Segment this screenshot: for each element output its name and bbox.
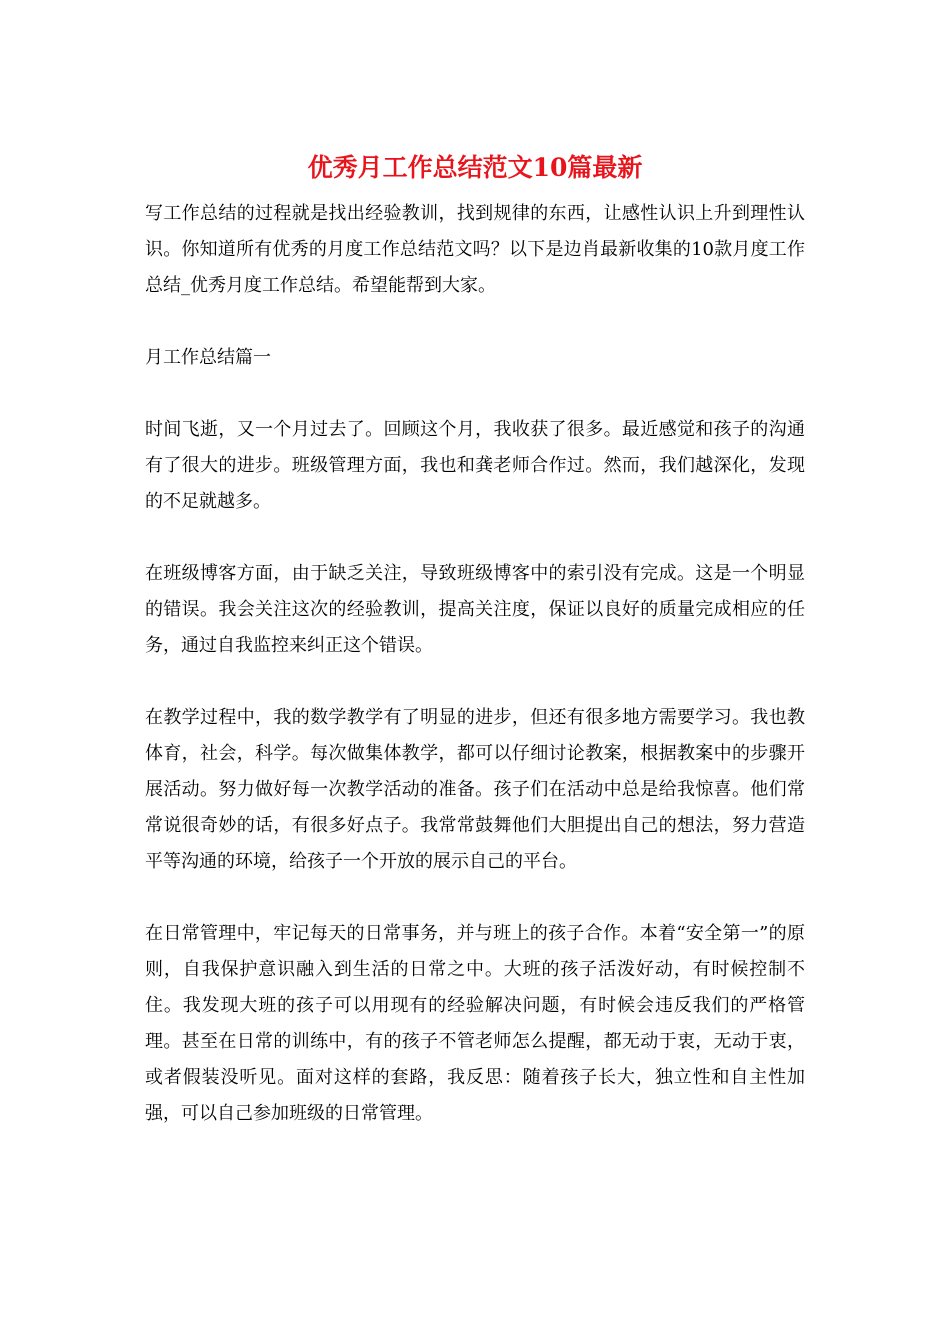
paragraph-intro: 写工作总结的过程就是找出经验教训，找到规律的东西，让感性认识上升到理性认识。你知道所有优秀的月度工作总结范文吗？以下是边肖最新收集的10款月度工作总结_优秀月度工作总结。希望能帮到大家。 [145, 203, 805, 296]
paragraph-gap [145, 304, 805, 340]
paragraph: 时间飞逝，又一个月过去了。回顾这个月，我收获了很多。最近感觉和孩子的沟通有了很大的进步。班级管理方面，我也和龚老师合作过。然而，我们越深化，发现的不足就越多。 [145, 419, 805, 512]
paragraph-gap [145, 520, 805, 556]
paragraph: 在教学过程中，我的数学教学有了明显的进步，但还有很多地方需要学习。我也教体育，社会，科学。每次做集体教学，都可以仔细讨论教案，根据教案中的步骤开展活动。努力做好每一次教学活动的准备。孩子们在活动中总是给我惊喜。他们常常说很奇妙的话，有很多好点子。我常常鼓舞他们大胆提出自己的想法，努力营造平等沟通的环境，给孩子一个开放的展示自己的平台。 [145, 707, 805, 872]
document-body [145, 196, 805, 1132]
section-heading: 月工作总结篇一 [145, 347, 271, 368]
document-title: 优秀月工作总结范文10篇最新 [307, 153, 643, 182]
paragraph: 在班级博客方面，由于缺乏关注，导致班级博客中的索引没有完成。这是一个明显的错误。我会关注这次的经验教训，提高关注度，保证以良好的质量完成相应的任务，通过自我监控来纠正这个错误。 [145, 563, 805, 656]
paragraph: 在日常管理中，牢记每天的日常事务，并与班上的孩子合作。本着“安全第一”的原则，自我保护意识融入到生活的日常之中。大班的孩子活泼好动，有时候控制不住。我发现大班的孩子可以用现有的经验解决问题，有时候会违反我们的严格管理。甚至在日常的训练中，有的孩子不管老师怎么提醒，都无动于衷，无动于衷，或者假装没听见。面对这样的套路，我反思：随着孩子长大，独立性和自主性加强，可以自己参加班级的日常管理。 [145, 923, 805, 1124]
paragraph-gap [145, 664, 805, 700]
paragraph-gap [145, 880, 805, 916]
paragraph-gap [145, 376, 805, 412]
